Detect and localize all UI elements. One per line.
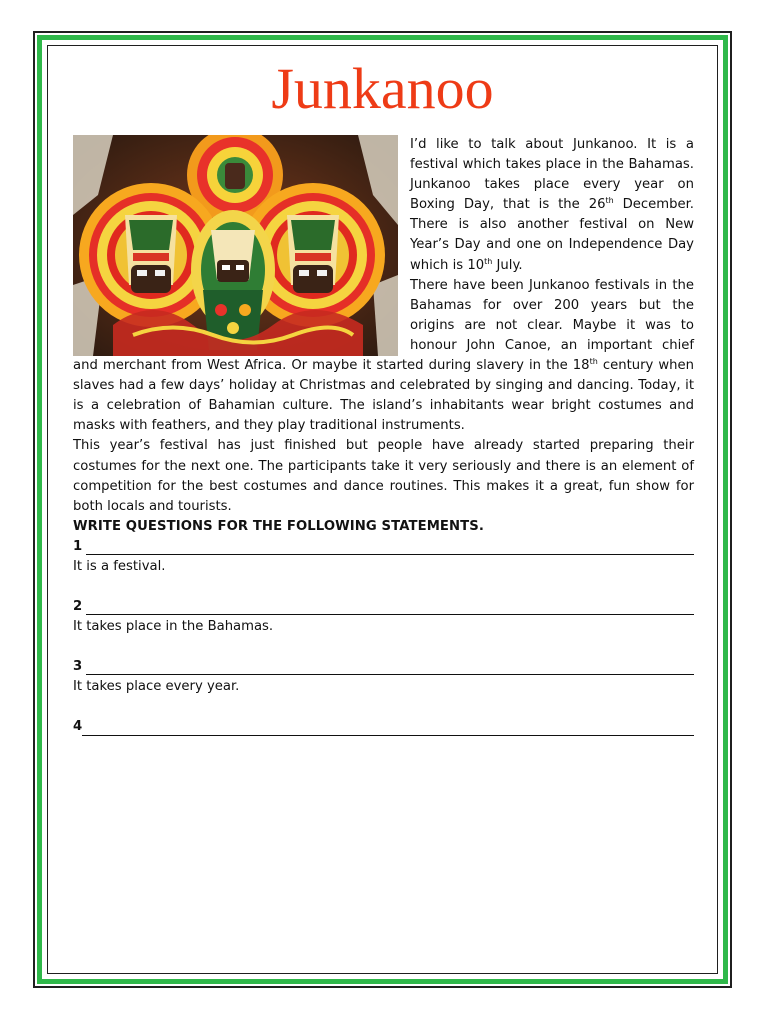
exercise-heading: WRITE QUESTIONS FOR THE FOLLOWING STATEMENTS. (73, 518, 484, 534)
page-title: Junkanoo (271, 56, 494, 121)
question-line-2[interactable] (73, 597, 694, 617)
statement-2: It takes place in the Bahamas. (73, 619, 274, 635)
intro-paragraph: I’d like to talk about Junkanoo. It is a festival which takes place in the Bahamas. Junkanoo takes place every year on Boxing Day, that is the 26th December. There is also another festival on New Year’s Day and one on Independence Day which is 10th July. (410, 137, 694, 273)
answer-blank[interactable] (86, 659, 694, 675)
question-number: 3 (73, 659, 83, 675)
history-paragraph: There have been Junkanoo festivals in the Bahamas for over 200 years but the origins are not clear. Maybe it was to honour John Canoe, an important chief and merchant from West Africa. Or maybe it started during slavery in the 18th century when slaves had a few days’ holiday at Christmas and celebrated by singing and dancing. Today, it is a celebration of Bahamian culture. The island’s inhabitants wear bright costumes and masks with feathers, and they play traditional instruments. (73, 277, 695, 434)
statement-3: It takes place every year. (73, 679, 240, 695)
question-number: 2 (73, 599, 83, 615)
statement-1: It is a festival. (73, 558, 166, 574)
question-line-4[interactable] (73, 717, 694, 737)
answer-blank[interactable] (86, 599, 694, 615)
junkanoo-costume-photo (73, 135, 398, 356)
answer-blank[interactable] (82, 720, 694, 736)
question-line-3[interactable] (73, 657, 694, 677)
answer-blank[interactable] (86, 539, 694, 555)
question-number: 1 (73, 538, 83, 554)
festival-paragraph: This year’s festival has just finished but people have already started preparing their costumes for the next one. The participants take it very seriously and there is an element of competition for the best costumes and dance routines. This makes it a great, fun show for both locals and tourists. (73, 438, 694, 514)
question-number: 4 (73, 719, 83, 735)
worksheet-content (73, 135, 694, 738)
question-line-1[interactable] (73, 537, 694, 557)
